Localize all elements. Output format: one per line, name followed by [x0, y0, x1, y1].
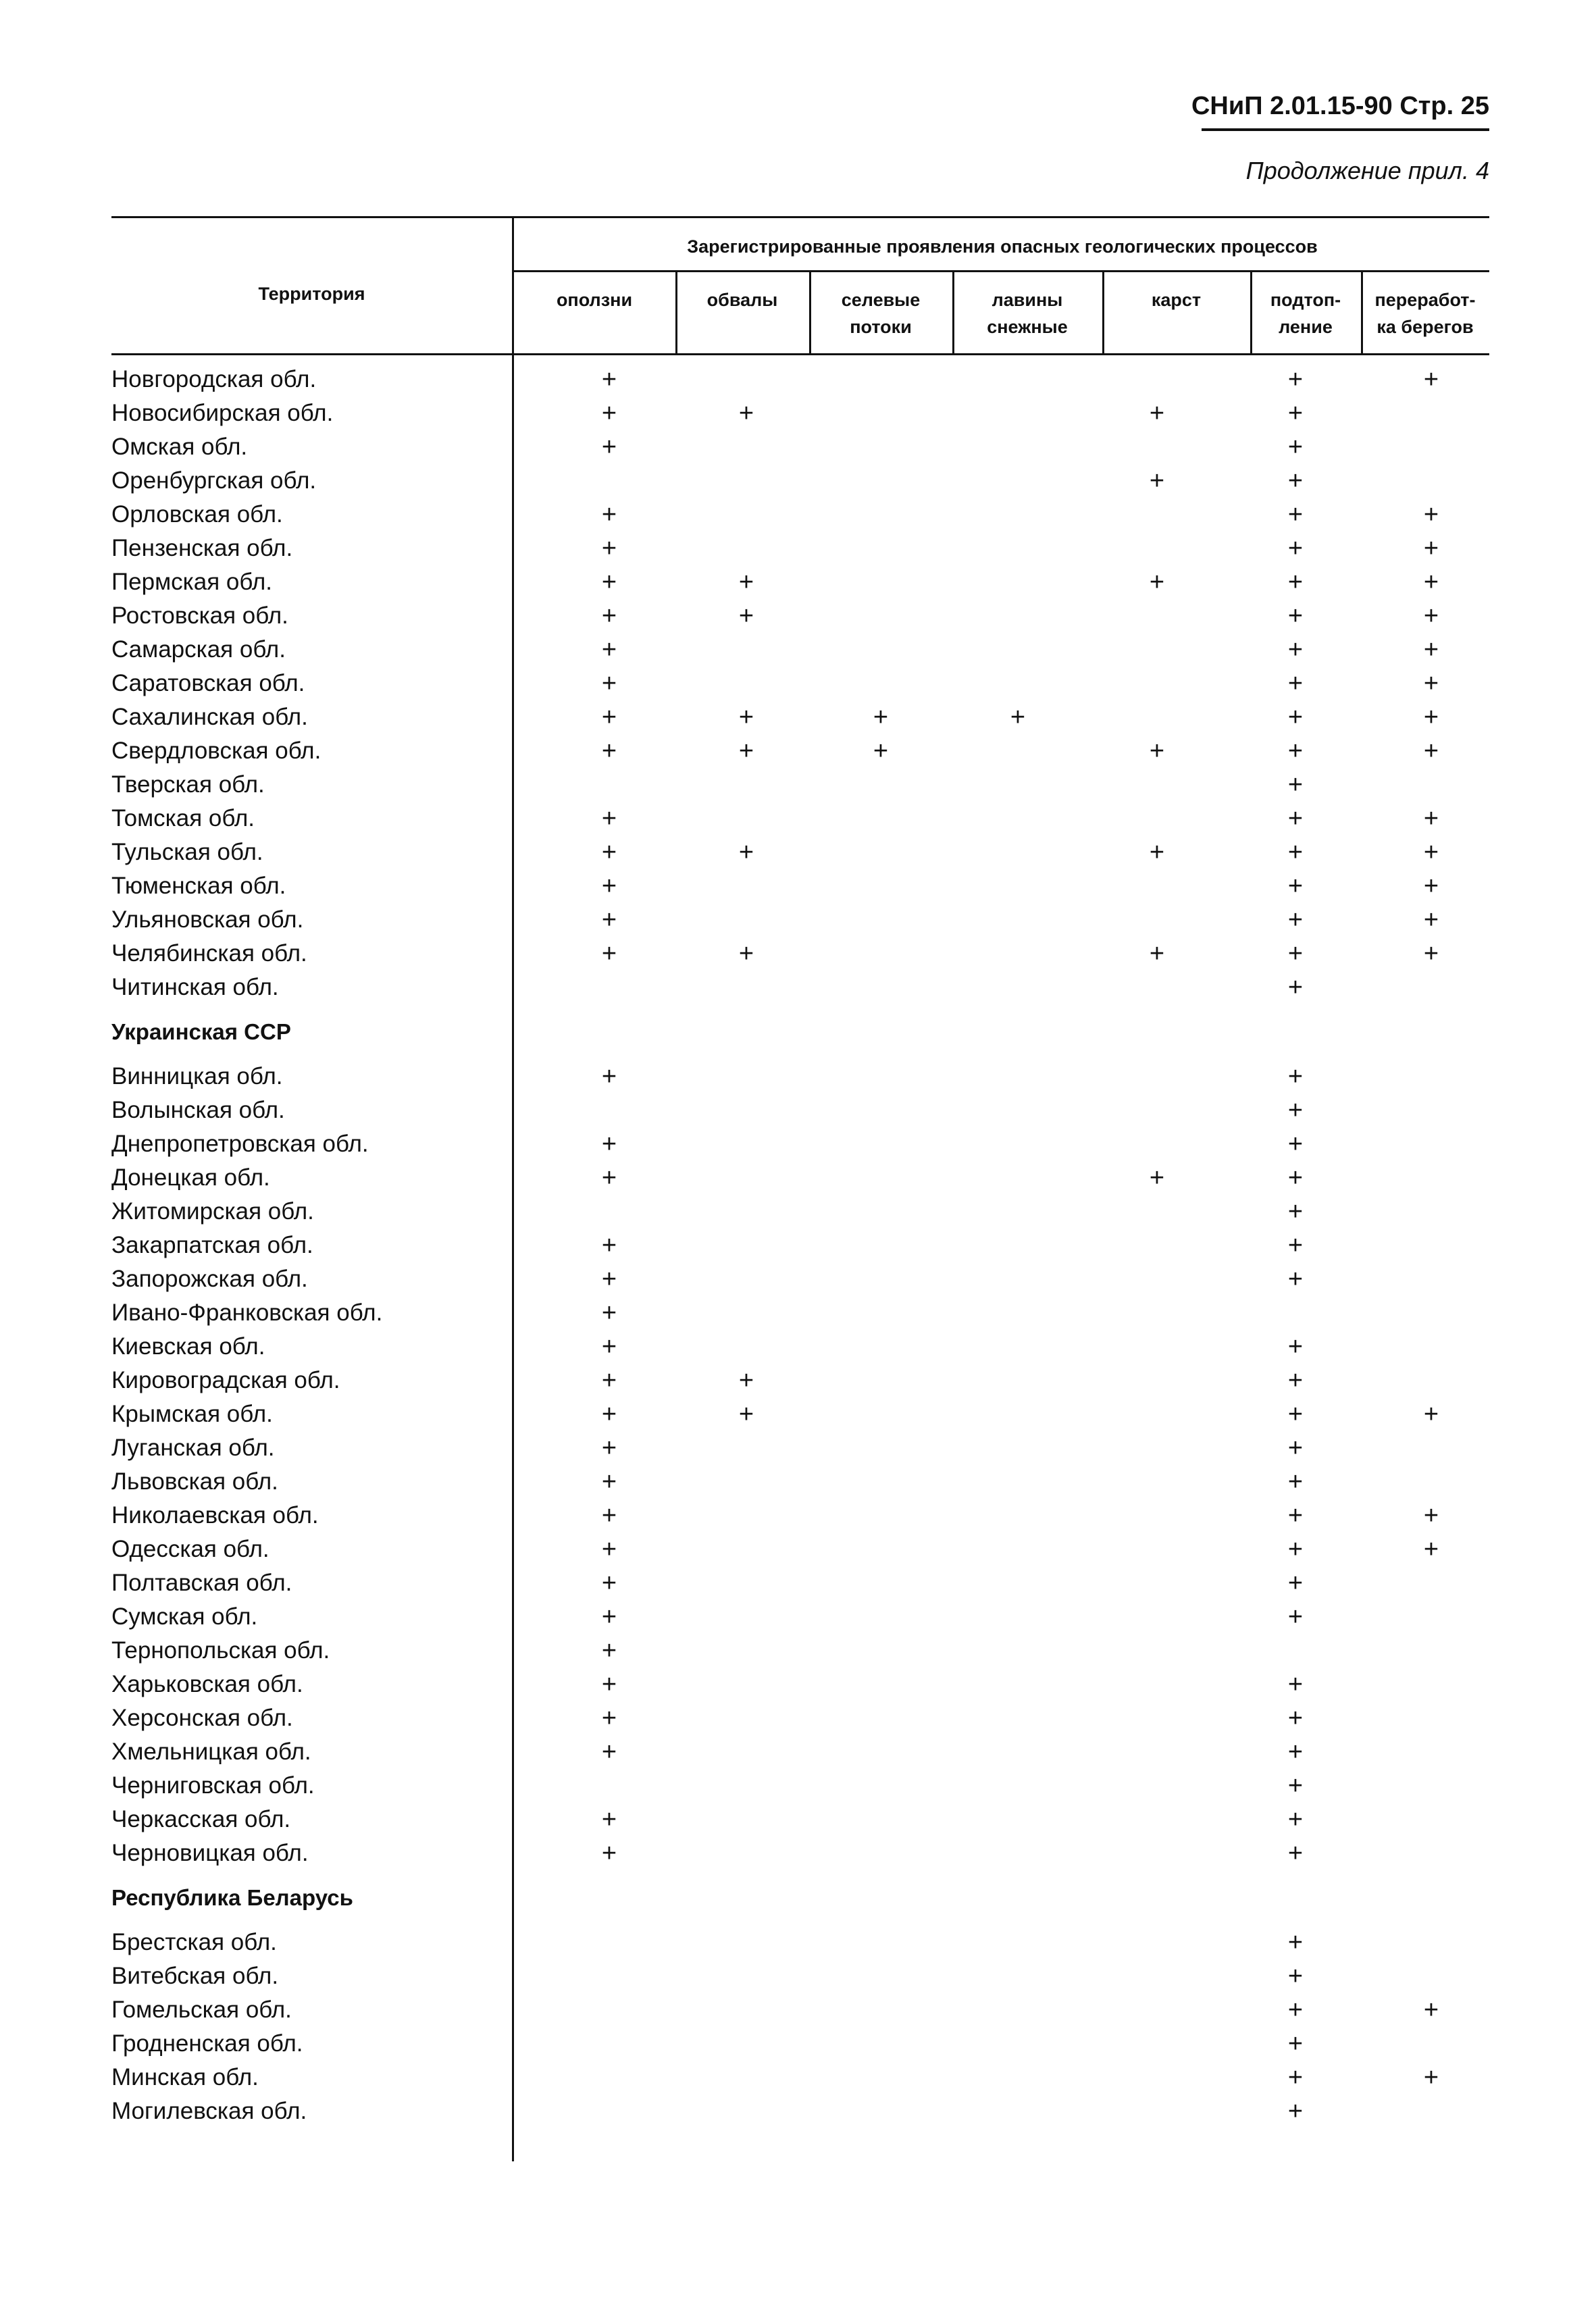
presence-mark: + — [601, 1130, 617, 1158]
presence-mark: + — [1423, 534, 1439, 563]
table-row — [111, 1668, 1489, 1701]
table-row — [111, 532, 1489, 565]
presence-mark: + — [738, 940, 754, 968]
presence-mark: + — [601, 534, 617, 563]
territory-name: Херсонская обл. — [111, 1705, 293, 1731]
presence-mark: + — [1287, 2030, 1304, 2058]
presence-mark: + — [601, 1062, 617, 1091]
table-row — [111, 396, 1489, 430]
presence-mark: + — [601, 1299, 617, 1327]
territory-name: Витебская обл. — [111, 1963, 279, 1989]
presence-mark: + — [1287, 1265, 1304, 1293]
territory-name: Тюменская обл. — [111, 873, 286, 899]
presence-mark: + — [1287, 1535, 1304, 1564]
table-row — [111, 1161, 1489, 1195]
presence-mark: + — [1287, 500, 1304, 529]
table-row — [111, 1803, 1489, 1836]
presence-mark: + — [1287, 1738, 1304, 1766]
presence-mark: + — [1423, 940, 1439, 968]
territory-name: Челябинская обл. — [111, 940, 307, 967]
presence-mark: + — [601, 1670, 617, 1699]
column-header-line: карст — [1151, 290, 1202, 310]
column-header-line: лавины — [992, 290, 1063, 310]
presence-mark: + — [1287, 1400, 1304, 1429]
column-header-line: переработ- — [1374, 290, 1476, 310]
presence-mark: + — [738, 602, 754, 630]
presence-mark: + — [601, 804, 617, 833]
table-row — [111, 1959, 1489, 1993]
column-header — [809, 286, 952, 340]
presence-mark: + — [1287, 1805, 1304, 1834]
presence-mark: + — [601, 500, 617, 529]
territory-name: Ульяновская обл. — [111, 906, 304, 933]
territory-name: Брестская обл. — [111, 1929, 277, 1955]
territory-name: Новгородская обл. — [111, 366, 317, 392]
table-row — [111, 1499, 1489, 1533]
territory-header: Территория — [258, 284, 365, 304]
presence-mark: + — [1287, 669, 1304, 698]
presence-mark: + — [1287, 602, 1304, 630]
territory-name: Омская обл. — [111, 434, 248, 460]
presence-mark: + — [1423, 1535, 1439, 1564]
table-row — [111, 1465, 1489, 1499]
presence-mark: + — [1287, 399, 1304, 428]
span-header: Зарегистрированные проявления опасных геологических процессов — [687, 236, 1318, 257]
presence-mark: + — [1423, 2063, 1439, 2092]
presence-mark: + — [1287, 1164, 1304, 1192]
table-top-rule — [111, 216, 1489, 218]
presence-mark: + — [601, 1231, 617, 1260]
territory-name: Ивано-Франковская обл. — [111, 1300, 383, 1326]
presence-mark: + — [1287, 568, 1304, 596]
presence-mark: + — [1287, 1603, 1304, 1631]
section-heading-row — [111, 1015, 1489, 1049]
presence-mark: + — [1423, 804, 1439, 833]
presence-mark: + — [601, 1637, 617, 1665]
presence-mark: + — [601, 1265, 617, 1293]
territory-name: Крымская обл. — [111, 1401, 273, 1427]
presence-mark: + — [1287, 1130, 1304, 1158]
table-row — [111, 1634, 1489, 1668]
presence-mark: + — [1149, 568, 1165, 596]
territory-name: Закарпатская обл. — [111, 1232, 313, 1258]
table-row — [111, 1330, 1489, 1364]
territory-name: Читинская обл. — [111, 974, 279, 1000]
presence-mark: + — [1287, 1366, 1304, 1395]
presence-mark: + — [1287, 1096, 1304, 1125]
territory-name: Гродненская обл. — [111, 2030, 303, 2057]
presence-mark: + — [738, 737, 754, 765]
presence-mark: + — [1287, 703, 1304, 731]
presence-mark: + — [1287, 1569, 1304, 1597]
presence-mark: + — [1287, 636, 1304, 664]
table-row — [111, 599, 1489, 633]
presence-mark: + — [601, 1738, 617, 1766]
territory-name: Саратовская обл. — [111, 670, 305, 696]
column-header — [1361, 286, 1489, 340]
presence-mark: + — [1423, 500, 1439, 529]
presence-mark: + — [1423, 906, 1439, 934]
table-row — [111, 1397, 1489, 1431]
presence-mark: + — [601, 1501, 617, 1530]
territory-name: Хмельницкая обл. — [111, 1739, 311, 1765]
table-row — [111, 1735, 1489, 1769]
territory-name: Волынская обл. — [111, 1097, 285, 1123]
territory-name: Новосибирская обл. — [111, 400, 334, 426]
territory-name: Сахалинская обл. — [111, 704, 308, 730]
presence-mark: + — [1287, 1996, 1304, 2024]
presence-mark: + — [1287, 1928, 1304, 1957]
territory-name: Луганская обл. — [111, 1435, 275, 1461]
territory-name: Черниговская обл. — [111, 1772, 315, 1799]
territory-name: Черновицкая обл. — [111, 1840, 309, 1866]
header-underline — [1202, 128, 1489, 131]
column-header-line: селевые — [841, 290, 921, 310]
column-header-line: потоки — [850, 317, 912, 337]
table-row — [111, 1364, 1489, 1397]
presence-mark: + — [1423, 737, 1439, 765]
presence-mark: + — [601, 433, 617, 461]
presence-mark: + — [1287, 906, 1304, 934]
table-row — [111, 1993, 1489, 2027]
presence-mark: + — [1287, 365, 1304, 394]
presence-mark: + — [1287, 973, 1304, 1002]
presence-mark: + — [873, 703, 889, 731]
presence-mark: + — [1423, 703, 1439, 731]
table-row — [111, 734, 1489, 768]
territory-name: Орловская обл. — [111, 501, 283, 528]
presence-mark: + — [1423, 365, 1439, 394]
territory-name: Николаевская обл. — [111, 1502, 319, 1528]
column-header-line: оползни — [556, 290, 633, 310]
territory-name: Оренбургская обл. — [111, 467, 317, 494]
presence-mark: + — [1287, 1198, 1304, 1226]
table-row — [111, 903, 1489, 937]
territory-name: Кировоградская обл. — [111, 1367, 340, 1393]
column-header-line: подтоп- — [1270, 290, 1341, 310]
table-row — [111, 802, 1489, 835]
presence-mark: + — [1423, 1501, 1439, 1530]
presence-mark: + — [1287, 2097, 1304, 2126]
presence-mark: + — [601, 906, 617, 934]
territory-name: Житомирская обл. — [111, 1198, 314, 1225]
presence-mark: + — [601, 1434, 617, 1462]
presence-mark: + — [738, 568, 754, 596]
presence-mark: + — [1287, 1062, 1304, 1091]
presence-mark: + — [601, 1468, 617, 1496]
table-row — [111, 2061, 1489, 2094]
presence-mark: + — [738, 1400, 754, 1429]
presence-mark: + — [738, 703, 754, 731]
presence-mark: + — [601, 568, 617, 596]
territory-name: Киевская обл. — [111, 1333, 265, 1360]
section-heading: Украинская ССР — [111, 1019, 291, 1044]
presence-mark: + — [738, 1366, 754, 1395]
table-row — [111, 971, 1489, 1004]
presence-mark: + — [601, 1535, 617, 1564]
table-row — [111, 1566, 1489, 1600]
presence-mark: + — [1287, 2063, 1304, 2092]
territory-name: Черкасская обл. — [111, 1806, 291, 1832]
presence-mark: + — [601, 669, 617, 698]
column-header-line: ка берегов — [1376, 317, 1474, 337]
presence-mark: + — [1287, 1704, 1304, 1732]
table-row — [111, 768, 1489, 802]
presence-mark: + — [601, 1400, 617, 1429]
presence-mark: + — [601, 1805, 617, 1834]
column-header-line: обвалы — [706, 290, 778, 310]
presence-mark: + — [1287, 838, 1304, 867]
presence-mark: + — [1287, 1501, 1304, 1530]
presence-mark: + — [601, 940, 617, 968]
presence-mark: + — [601, 1366, 617, 1395]
table-row — [111, 1431, 1489, 1465]
presence-mark: + — [1423, 568, 1439, 596]
presence-mark: + — [1287, 1468, 1304, 1496]
territory-name: Гомельская обл. — [111, 1997, 292, 2023]
territory-name: Винницкая обл. — [111, 1063, 283, 1089]
table-row — [111, 1701, 1489, 1735]
table-row — [111, 565, 1489, 599]
presence-mark: + — [601, 872, 617, 900]
column-header — [675, 286, 809, 313]
presence-mark: + — [601, 838, 617, 867]
presence-mark: + — [1287, 940, 1304, 968]
presence-mark: + — [1149, 838, 1165, 867]
table-row — [111, 1296, 1489, 1330]
table-row — [111, 1262, 1489, 1296]
presence-mark: + — [601, 1603, 617, 1631]
subheader-rule — [513, 270, 1489, 272]
table-row — [111, 1060, 1489, 1094]
territory-name: Свердловская обл. — [111, 738, 321, 764]
table-row — [111, 667, 1489, 700]
table-row — [111, 1769, 1489, 1803]
territory-name: Одесская обл. — [111, 1536, 269, 1562]
document-header: СНиП 2.01.15-90 Стр. 25 — [1191, 92, 1489, 120]
presence-mark: + — [601, 737, 617, 765]
presence-mark: + — [1287, 1333, 1304, 1361]
presence-mark: + — [1287, 467, 1304, 495]
territory-name: Полтавская обл. — [111, 1570, 292, 1596]
column-header-line: ление — [1279, 317, 1333, 337]
table-row — [111, 2094, 1489, 2128]
table-row — [111, 700, 1489, 734]
table-row — [111, 1195, 1489, 1229]
presence-mark: + — [1423, 872, 1439, 900]
table-row — [111, 464, 1489, 498]
presence-mark: + — [1423, 838, 1439, 867]
presence-mark: + — [601, 1569, 617, 1597]
presence-mark: + — [1149, 940, 1165, 968]
presence-mark: + — [601, 1333, 617, 1361]
table-row — [111, 2027, 1489, 2061]
presence-mark: + — [1287, 433, 1304, 461]
presence-mark: + — [601, 1839, 617, 1868]
territory-name: Самарская обл. — [111, 636, 286, 663]
presence-mark: + — [1423, 1996, 1439, 2024]
territory-name: Могилевская обл. — [111, 2098, 307, 2124]
presence-mark: + — [1287, 771, 1304, 799]
territory-name: Тернопольская обл. — [111, 1637, 330, 1664]
table-row — [111, 1926, 1489, 1959]
presence-mark: + — [738, 838, 754, 867]
table-row — [111, 1600, 1489, 1634]
continuation-note: Продолжение прил. 4 — [1245, 157, 1489, 184]
presence-mark: + — [601, 1704, 617, 1732]
table-row — [111, 937, 1489, 971]
presence-mark: + — [601, 365, 617, 394]
table-row — [111, 1229, 1489, 1262]
table-row — [111, 1127, 1489, 1161]
presence-mark: + — [601, 602, 617, 630]
section-heading: Республика Беларусь — [111, 1885, 353, 1910]
presence-mark: + — [1287, 534, 1304, 563]
presence-mark: + — [738, 399, 754, 428]
presence-mark: + — [601, 399, 617, 428]
territory-name: Львовская обл. — [111, 1468, 278, 1495]
territory-name: Донецкая обл. — [111, 1164, 270, 1191]
presence-mark: + — [1010, 703, 1026, 731]
territory-name: Харьковская обл. — [111, 1671, 303, 1697]
table-row — [111, 1533, 1489, 1566]
presence-mark: + — [1423, 669, 1439, 698]
column-header — [1102, 286, 1250, 313]
territory-name: Пензенская обл. — [111, 535, 293, 561]
presence-mark: + — [1287, 1434, 1304, 1462]
table-row — [111, 1836, 1489, 1870]
presence-mark: + — [1287, 1670, 1304, 1699]
table-row — [111, 363, 1489, 396]
presence-mark: + — [1287, 1962, 1304, 1990]
presence-mark: + — [1423, 636, 1439, 664]
presence-mark: + — [601, 1164, 617, 1192]
territory-name: Тверская обл. — [111, 771, 265, 798]
territory-name: Ростовская обл. — [111, 602, 288, 629]
presence-mark: + — [1287, 1772, 1304, 1800]
presence-mark: + — [1149, 737, 1165, 765]
presence-mark: + — [1149, 1164, 1165, 1192]
territory-name: Запорожская обл. — [111, 1266, 308, 1292]
table-row — [111, 498, 1489, 532]
presence-mark: + — [601, 703, 617, 731]
presence-mark: + — [873, 737, 889, 765]
table-row — [111, 835, 1489, 869]
presence-mark: + — [1287, 804, 1304, 833]
header-bottom-rule — [111, 353, 1489, 355]
territory-name: Томская обл. — [111, 805, 255, 831]
presence-mark: + — [1287, 1839, 1304, 1868]
presence-mark: + — [1149, 467, 1165, 495]
table-row — [111, 633, 1489, 667]
column-header — [1250, 286, 1361, 340]
column-header-line: снежные — [987, 317, 1068, 337]
territory-name: Сумская обл. — [111, 1603, 258, 1630]
territory-name: Пермская обл. — [111, 569, 272, 595]
presence-mark: + — [1423, 602, 1439, 630]
presence-mark: + — [1287, 1231, 1304, 1260]
presence-mark: + — [1287, 872, 1304, 900]
table-row — [111, 1094, 1489, 1127]
column-header — [952, 286, 1102, 340]
hazards-table — [111, 216, 1489, 2161]
table-row — [111, 430, 1489, 464]
territory-name: Минская обл. — [111, 2064, 259, 2090]
presence-mark: + — [601, 636, 617, 664]
section-heading-row — [111, 1881, 1489, 1915]
presence-mark: + — [1149, 399, 1165, 428]
territory-name: Тульская обл. — [111, 839, 263, 865]
table-row — [111, 869, 1489, 903]
presence-mark: + — [1287, 737, 1304, 765]
presence-mark: + — [1423, 1400, 1439, 1429]
territory-name: Днепропетровская обл. — [111, 1131, 369, 1157]
column-header — [513, 286, 675, 313]
